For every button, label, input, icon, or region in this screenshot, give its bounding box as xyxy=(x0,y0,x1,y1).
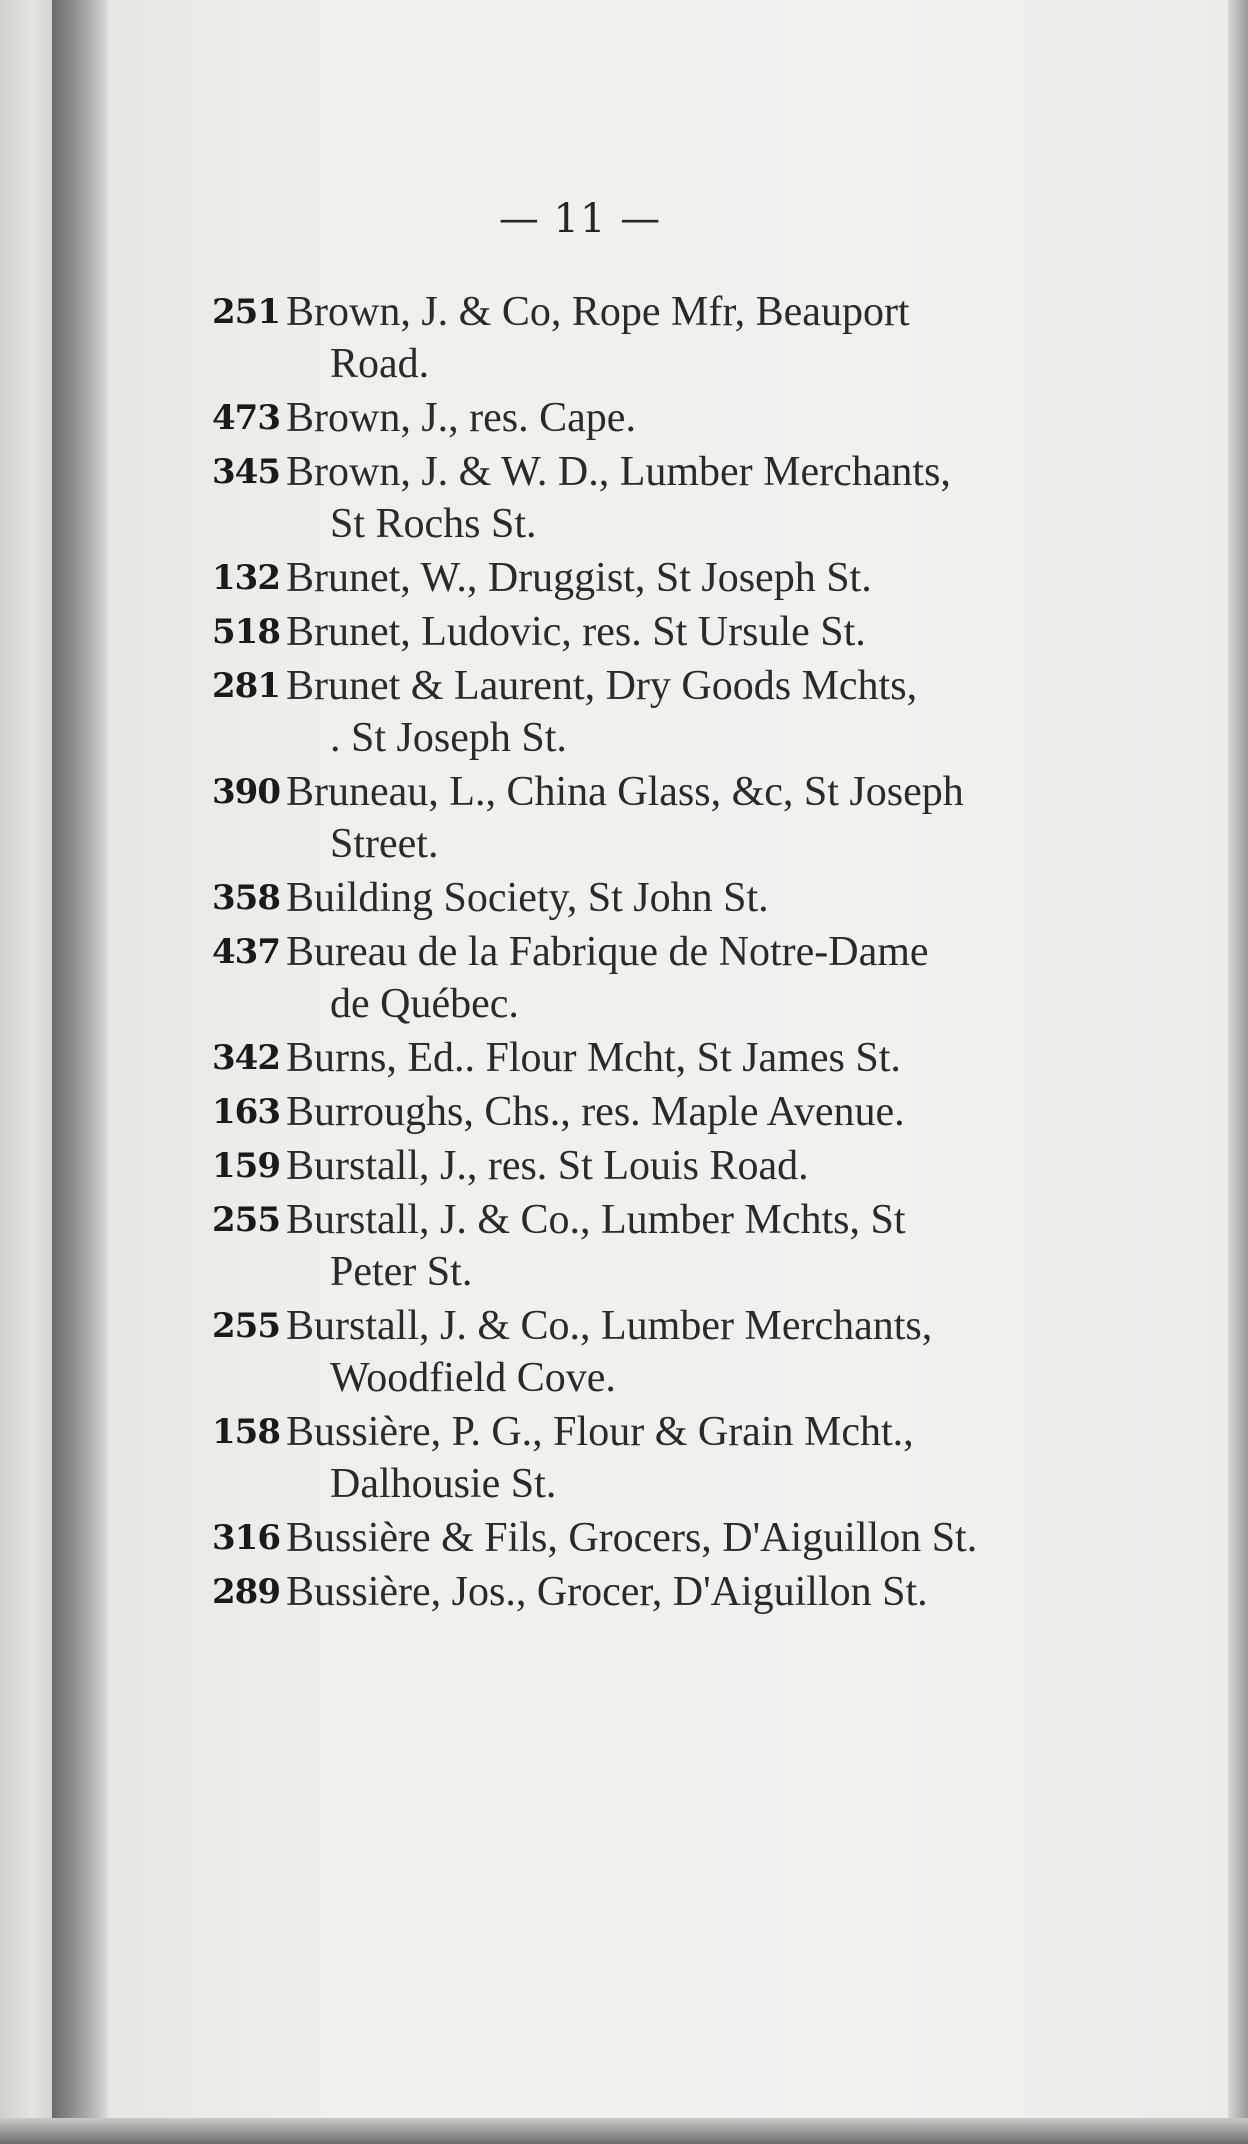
directory-entry xyxy=(0,1032,1248,1084)
entry-text: Burns, Ed.. Flour Mcht, St James St. xyxy=(286,1035,901,1081)
page-bottom-edge xyxy=(0,2118,1248,2144)
directory-entry xyxy=(0,286,1248,390)
entry-number: 251 xyxy=(212,292,280,332)
entry-continuation: Dalhousie St. xyxy=(330,1461,557,1507)
entry-text: Brunet, W., Druggist, St Joseph St. xyxy=(286,555,872,601)
entry-text: Brown, J. & Co, Rope Mfr, Beauport xyxy=(286,289,910,335)
entry-number: 390 xyxy=(212,772,280,812)
entry-text: Burstall, J. & Co., Lumber Merchants, xyxy=(286,1303,933,1349)
entry-number: 289 xyxy=(212,1572,280,1612)
entry-number: 316 xyxy=(212,1518,280,1558)
entry-continuation: St Rochs St. xyxy=(330,501,537,547)
entry-continuation: Peter St. xyxy=(330,1249,473,1295)
directory-entry xyxy=(0,1406,1248,1510)
entry-text: Brunet & Laurent, Dry Goods Mchts, xyxy=(286,663,918,709)
directory-entry xyxy=(0,926,1248,1030)
entry-continuation: . St Joseph St. xyxy=(330,715,567,761)
entry-text: Brunet, Ludovic, res. St Ursule St. xyxy=(286,609,866,655)
directory-entry xyxy=(0,1194,1248,1298)
entry-text: Burstall, J., res. St Louis Road. xyxy=(286,1143,809,1189)
entry-number: 345 xyxy=(212,452,280,492)
entry-continuation: Road. xyxy=(330,341,430,387)
entry-number: 255 xyxy=(212,1306,280,1346)
entry-number: 473 xyxy=(212,398,280,438)
entry-number: 163 xyxy=(212,1092,280,1132)
entry-continuation: de Québec. xyxy=(330,981,519,1027)
directory-entry xyxy=(0,392,1248,444)
entry-continuation: Woodfield Cove. xyxy=(330,1355,616,1401)
entry-number: 159 xyxy=(212,1146,280,1186)
entry-text: Brown, J. & W. D., Lumber Merchants, xyxy=(286,449,951,495)
entry-number: 158 xyxy=(212,1412,280,1452)
directory-entry xyxy=(0,606,1248,658)
entry-text: Bussière, P. G., Flour & Grain Mcht., xyxy=(286,1409,914,1455)
entry-continuation: Street. xyxy=(330,821,439,867)
entry-text: Bureau de la Fabrique de Notre-Dame xyxy=(286,929,929,975)
directory-entry xyxy=(0,1086,1248,1138)
entry-text: Bussière, Jos., Grocer, D'Aiguillon St. xyxy=(286,1569,928,1615)
directory-entry xyxy=(0,1140,1248,1192)
directory-entry xyxy=(0,446,1248,550)
entry-number: 518 xyxy=(212,612,280,652)
entry-number: 132 xyxy=(212,558,280,598)
directory-entry xyxy=(0,1566,1248,1618)
entry-number: 281 xyxy=(212,666,280,706)
entry-text: Bussière & Fils, Grocers, D'Aiguillon St. xyxy=(286,1515,978,1561)
entry-number: 255 xyxy=(212,1200,280,1240)
directory-entry xyxy=(0,1300,1248,1404)
directory-entry xyxy=(0,552,1248,604)
entry-text: Burroughs, Chs., res. Maple Avenue. xyxy=(286,1089,905,1135)
entry-text: Bruneau, L., China Glass, &c, St Joseph xyxy=(286,769,964,815)
entry-number: 342 xyxy=(212,1038,280,1078)
directory-entry xyxy=(0,1512,1248,1564)
directory-entry xyxy=(0,766,1248,870)
entry-number: 358 xyxy=(212,878,280,918)
directory-entry xyxy=(0,872,1248,924)
entry-text: Building Society, St John St. xyxy=(286,875,769,921)
entry-text: Brown, J., res. Cape. xyxy=(286,395,636,441)
page-number: — 11 — xyxy=(498,196,662,242)
entry-number: 437 xyxy=(212,932,280,972)
directory-entry xyxy=(0,660,1248,764)
entry-text: Burstall, J. & Co., Lumber Mchts, St xyxy=(286,1197,906,1243)
